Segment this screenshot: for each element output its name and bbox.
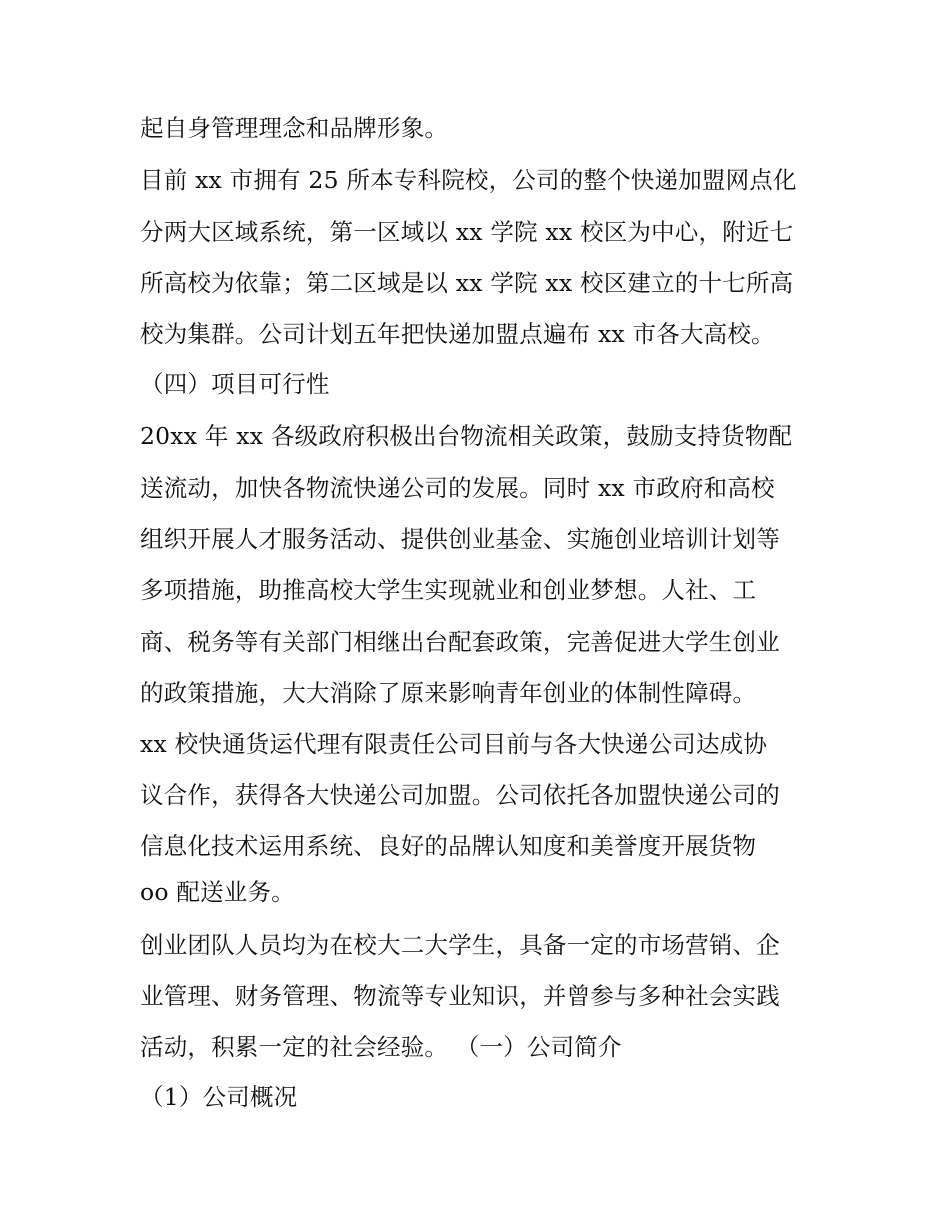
text-line: 多项措施，助推高校大学生实现就业和创业梦想。人社、工 — [140, 576, 757, 604]
section-heading: （四）项目可行性 — [140, 370, 330, 398]
text-line: 业管理、财务管理、物流等专业知识，并曾参与多种社会实践 — [140, 982, 780, 1010]
text-line: 创业团队人员均为在校大二大学生，具备一定的市场营销、企 — [140, 931, 780, 959]
text-line: 送流动，加快各物流快递公司的发展。同时 xx 市政府和高校 — [140, 474, 775, 502]
text-line: 起自身管理理念和品牌形象。 — [140, 114, 449, 142]
subsection-heading: （1）公司概况 — [140, 1083, 298, 1111]
text-line: 20xx 年 xx 各级政府积极出台物流相关政策，鼓励支持货物配 — [140, 422, 793, 450]
text-line: 目前 xx 市拥有 25 所本专科院校，公司的整个快递加盟网点化 — [140, 166, 797, 194]
text-line: 信息化技术运用系统、良好的品牌认知度和美誉度开展货物 — [140, 832, 757, 860]
text-line: 分两大区域系统，第一区域以 xx 学院 xx 校区为中心，附近七 — [140, 218, 794, 246]
text-line: 组织开展人才服务活动、提供创业基金、实施创业培训计划等 — [140, 525, 780, 553]
text-line: 的政策措施，大大消除了原来影响青年创业的体制性障碍。 — [140, 679, 757, 707]
text-line: 商、税务等有关部门相继出台配套政策，完善促进大学生创业 — [140, 628, 780, 656]
text-line: oo 配送业务。 — [140, 878, 295, 906]
text-line: xx 校快通货运代理有限责任公司目前与各大快递公司达成协 — [140, 730, 768, 758]
text-line: 所高校为依靠；第二区域是以 xx 学院 xx 校区建立的十七所高 — [140, 269, 794, 297]
text-line: 校为集群。公司计划五年把快递加盟点遍布 xx 市各大高校。 — [140, 320, 775, 348]
text-line: 议合作，获得各大快递公司加盟。公司依托各加盟快递公司的 — [140, 781, 780, 809]
text-line: 活动，积累一定的社会经验。 （一）公司简介 — [140, 1033, 622, 1061]
